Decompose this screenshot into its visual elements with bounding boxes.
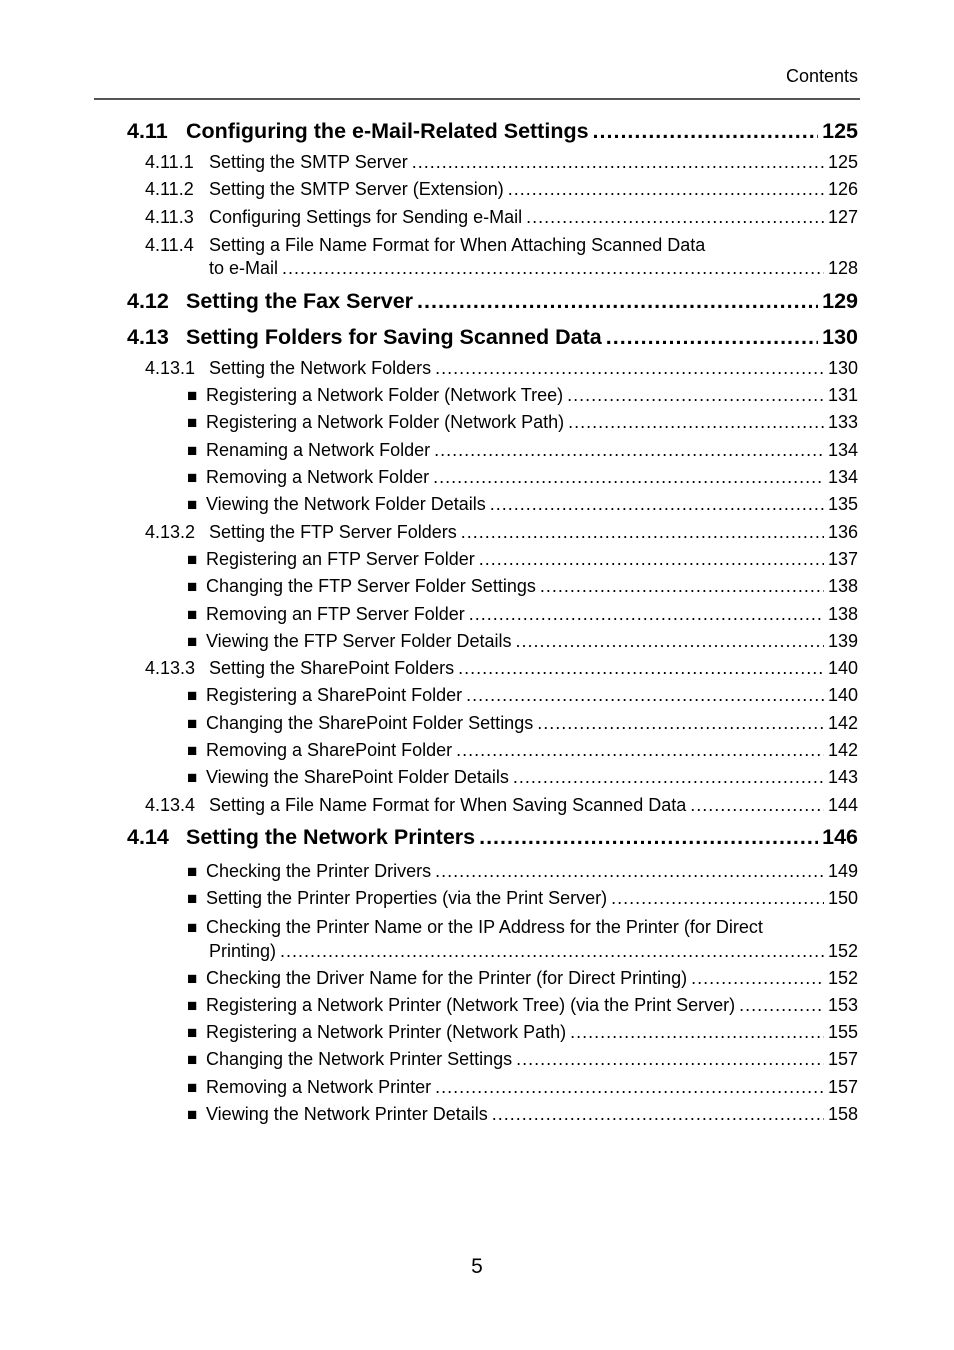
item-title-continued: Printing) [209,940,277,961]
toc-item[interactable] [187,437,858,464]
dot-leader [435,858,824,885]
page-ref: 150 [827,888,858,909]
dot-leader [435,355,824,382]
dot-leader [508,176,824,203]
toc-entry-4-11[interactable] [127,114,858,149]
dot-leader [516,1046,824,1073]
dot-leader [466,682,824,709]
page-number: 5 [471,1255,483,1278]
page-ref: 138 [827,603,858,624]
section-number: 4.13 [127,324,169,349]
item-title: Registering a Network Folder (Network Path) [206,412,565,433]
toc-entry-4-11-4-line1[interactable] [145,234,954,256]
page-ref: 152 [827,940,858,961]
toc-entry-4-13-2[interactable] [145,519,858,546]
item-title: Removing a SharePoint Folder [206,740,453,761]
square-bullet-icon: ■ [187,468,198,488]
section-title-continued: to e-Mail [209,257,279,278]
square-bullet-icon: ■ [187,604,198,624]
item-title: Registering a Network Folder (Network Tree) [206,385,564,406]
square-bullet-icon: ■ [187,713,198,733]
dot-leader [456,737,824,764]
toc-item[interactable] [187,965,858,992]
dot-leader [434,437,824,464]
section-title: Setting the SMTP Server [209,152,408,172]
section-number: 4.12 [127,288,169,313]
toc-entry-4-11-3[interactable] [145,204,858,231]
section-number: 4.13.1 [145,357,196,378]
toc-entry-4-11-2[interactable] [145,176,858,203]
item-title: Renaming a Network Folder [206,439,431,460]
dot-leader [739,992,824,1019]
dot-leader [611,885,824,912]
toc-item[interactable] [187,491,858,518]
dot-leader [690,792,824,819]
page-ref: 152 [827,967,858,988]
square-bullet-icon: ■ [187,995,198,1015]
square-bullet-icon: ■ [187,440,198,460]
section-number: 4.11.4 [145,234,194,255]
dot-leader [570,1019,824,1046]
item-title: Checking the Printer Name or the IP Address for the Printer (for Direct [206,916,763,937]
section-title: Setting Folders for Saving Scanned Data [186,324,602,349]
square-bullet-icon: ■ [187,631,198,651]
section-number: 4.11.1 [145,152,194,172]
table-of-contents [0,113,954,1128]
page-ref: 134 [827,439,858,460]
item-title: Removing a Network Printer [206,1076,432,1097]
section-title: Setting a File Name Format for When Attaching Scanned Data [209,234,706,255]
square-bullet-icon: ■ [187,686,198,706]
toc-item[interactable] [187,1046,858,1073]
toc-entry-4-12[interactable] [127,284,858,319]
page-ref: 149 [827,860,858,881]
dot-leader [515,628,823,655]
item-title: Viewing the Network Folder Details [206,494,486,515]
page-ref: 134 [827,467,858,488]
dot-leader [537,710,824,737]
page-ref: 125 [822,119,858,143]
dot-leader [412,149,824,176]
toc-item-wrapped-line2[interactable] [209,939,858,963]
dot-leader [568,409,824,436]
item-title: Checking the Printer Drivers [206,860,432,881]
section-title: Setting a File Name Format for When Saving Scanned Data [209,794,687,815]
dot-leader [567,382,824,409]
square-bullet-icon: ■ [187,889,198,909]
dot-leader [435,1074,824,1101]
square-bullet-icon: ■ [187,741,198,761]
item-title: Viewing the SharePoint Folder Details [206,767,509,788]
item-title: Setting the Printer Properties (via the Print Server) [206,888,608,909]
running-header: Contents [785,66,858,86]
toc-item[interactable] [187,546,858,573]
square-bullet-icon: ■ [187,1023,198,1043]
page-ref: 142 [827,740,858,761]
toc-item[interactable] [187,573,858,600]
square-bullet-icon: ■ [187,577,198,597]
page-ref: 143 [827,767,858,788]
square-bullet-icon: ■ [187,768,198,788]
toc-item[interactable] [187,710,858,737]
item-title: Changing the SharePoint Folder Settings [206,712,534,733]
page-ref: 155 [827,1022,858,1043]
item-title: Registering a SharePoint Folder [206,685,463,706]
item-title: Changing the Network Printer Settings [206,1049,513,1070]
dot-leader [433,464,824,491]
item-title: Checking the Driver Name for the Printer (for Direct Printing) [206,967,688,988]
item-title: Registering a Network Printer (Network Path) [206,1022,567,1043]
dot-leader [417,284,818,319]
section-title: Configuring the e-Mail-Related Settings [186,119,589,143]
dot-leader [490,491,824,518]
header-rule [94,98,860,100]
item-title: Viewing the FTP Server Folder Details [206,630,512,651]
square-bullet-icon: ■ [187,1077,198,1097]
page-ref: 153 [827,994,858,1015]
page-ref: 157 [827,1049,858,1070]
square-bullet-icon: ■ [187,861,198,881]
toc-entry-4-13-3[interactable] [145,655,858,682]
section-number: 4.13.4 [145,794,196,815]
page-ref: 129 [822,288,858,313]
dot-leader [469,601,824,628]
square-bullet-icon: ■ [187,1050,198,1070]
dot-leader [606,320,818,355]
section-number: 4.11 [127,119,168,143]
page-ref: 133 [827,412,858,433]
page-ref: 136 [827,521,858,542]
item-title: Viewing the Network Printer Details [206,1104,488,1125]
section-title: Setting the Fax Server [186,288,414,313]
toc-item[interactable] [187,1101,858,1128]
toc-entry-4-14[interactable] [127,820,858,855]
page-ref: 157 [827,1076,858,1097]
item-title: Registering a Network Printer (Network Tree) (via the Print Server) [206,994,736,1015]
section-number: 4.14 [127,824,169,849]
toc-item[interactable] [187,1019,858,1046]
page-ref: 146 [822,824,858,849]
page-ref: 158 [827,1104,858,1125]
dot-leader [526,204,824,231]
toc-item[interactable] [187,1074,858,1101]
square-bullet-icon: ■ [187,549,198,569]
item-title: Changing the FTP Server Folder Settings [206,576,536,597]
toc-item[interactable] [187,682,858,709]
toc-item[interactable] [187,601,858,628]
square-bullet-icon: ■ [187,413,198,433]
page-ref: 142 [827,712,858,733]
page-ref: 140 [827,658,858,679]
dot-leader [282,256,824,280]
item-title: Removing a Network Folder [206,467,430,488]
toc-item[interactable] [187,737,858,764]
dot-leader [280,939,824,963]
toc-entry-4-13-1[interactable] [145,355,858,382]
dot-leader [461,519,824,546]
dot-leader [691,965,824,992]
section-title: Setting the SMTP Server (Extension) [209,179,504,200]
item-title: Registering an FTP Server Folder [206,548,475,569]
page-ref: 125 [827,152,858,172]
section-title: Configuring Settings for Sending e-Mail [209,206,523,227]
page-ref: 139 [827,630,858,651]
page-ref: 135 [827,494,858,515]
page-ref: 128 [827,257,858,278]
toc-item[interactable] [187,858,858,885]
item-title: Removing an FTP Server Folder [206,603,465,624]
section-number: 4.11.2 [145,179,194,200]
toc-item[interactable] [187,464,858,491]
section-number: 4.13.3 [145,658,196,679]
square-bullet-icon: ■ [187,917,198,937]
toc-item[interactable] [187,409,858,436]
section-title: Setting the SharePoint Folders [209,658,455,679]
toc-item[interactable] [187,764,858,791]
dot-leader [458,655,824,682]
page-ref: 130 [822,324,858,349]
page-ref: 130 [827,357,858,378]
square-bullet-icon: ■ [187,386,198,406]
section-title: Setting the Network Printers [186,824,476,849]
square-bullet-icon: ■ [187,495,198,515]
dot-leader [492,1101,824,1128]
dot-leader [479,546,824,573]
page-ref: 127 [827,206,858,227]
section-number: 4.11.3 [145,206,194,227]
dot-leader [540,573,824,600]
toc-item[interactable] [187,382,858,409]
toc-entry-4-13[interactable] [127,320,858,355]
toc-entry-4-13-4[interactable] [145,792,858,819]
page-ref: 131 [827,385,858,406]
dot-leader [513,764,824,791]
toc-item[interactable] [187,885,858,912]
dot-leader [479,820,818,855]
toc-entry-4-11-1[interactable] [145,149,858,176]
page-ref: 126 [827,179,858,200]
page-ref: 140 [827,685,858,706]
section-number: 4.13.2 [145,521,196,542]
page-ref: 137 [827,548,858,569]
page-ref: 144 [827,794,858,815]
section-title: Setting the FTP Server Folders [209,521,457,542]
square-bullet-icon: ■ [187,1105,198,1125]
square-bullet-icon: ■ [187,968,198,988]
dot-leader [593,114,819,149]
section-title: Setting the Network Folders [209,357,432,378]
page-ref: 138 [827,576,858,597]
toc-entry-4-11-4-line2[interactable] [209,256,858,280]
toc-item-wrapped-line1[interactable] [187,916,954,939]
toc-item[interactable] [187,628,858,655]
toc-item[interactable] [187,992,858,1019]
